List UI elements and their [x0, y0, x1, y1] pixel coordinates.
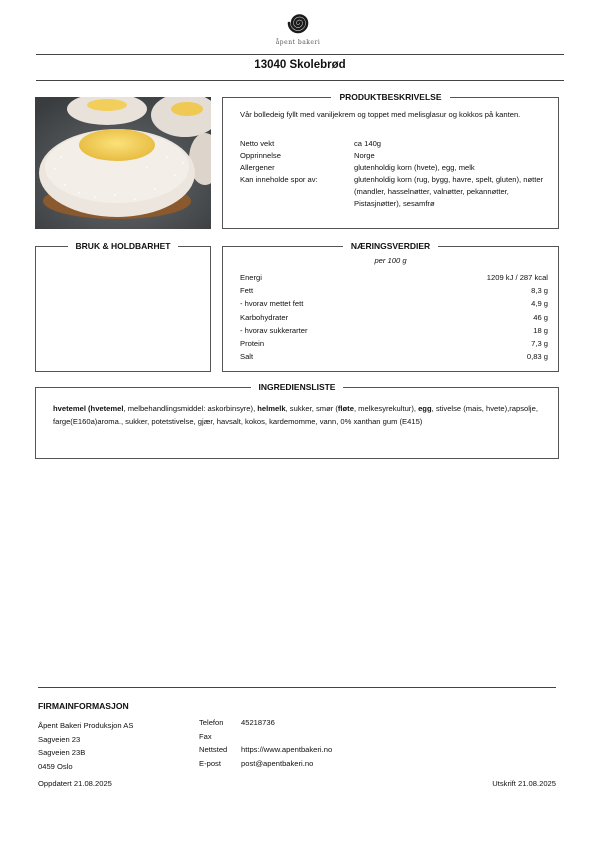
- property-value: glutenholdig korn (hvete), egg, melk: [354, 163, 475, 172]
- nutrient-value: 7,3 g: [531, 339, 548, 349]
- property-row: [240, 138, 555, 150]
- contact-row: [199, 730, 332, 744]
- product-properties-table: [240, 138, 555, 210]
- nutrient-value: 18 g: [533, 325, 548, 335]
- product-description: Vår bolledeig fyllt med vaniljekrem og toppet med melisglasur og kokkos på kanten.: [240, 110, 521, 119]
- nutrient-row: [240, 337, 548, 350]
- nutrient-label: Salt: [240, 352, 254, 362]
- ingredient-text: , melbehandlingsmiddel: askorbinsyre),: [123, 404, 258, 413]
- contact-label: E-post: [199, 758, 221, 768]
- nutrient-row: [240, 350, 548, 363]
- ingredient-text: , stivelse (mais, hvete),rapsolje, farge(E160a)aroma., sukker, potetstivelse, gjær, havsalt, kokos, kardemomme, vann, 0% xanthan gum (E415): [53, 404, 538, 427]
- nutrient-label: Karbohydrater: [240, 312, 289, 322]
- property-label: Allergener: [240, 163, 275, 172]
- property-label: Kan inneholde spor av:: [240, 175, 318, 184]
- company-address-block: [38, 719, 133, 773]
- section-title-ingredients: INGREDIENSLISTE: [251, 382, 344, 392]
- nutrient-label: Fett: [240, 286, 254, 296]
- section-title-usage: BRUK & HOLDBARHET: [68, 241, 179, 251]
- property-row: [240, 162, 555, 174]
- section-title-product: PRODUKTBESKRIVELSE: [331, 92, 449, 102]
- company-contact-table: [199, 716, 332, 770]
- nutrient-value: 4,9 g: [531, 299, 548, 309]
- contact-value: 45218736: [241, 718, 275, 727]
- nutrition-per-unit: per 100 g: [374, 256, 407, 265]
- property-row: [240, 150, 555, 162]
- contact-value[interactable]: post@apentbakeri.no: [241, 758, 314, 768]
- nutrient-value: 46 g: [533, 312, 548, 322]
- contact-label: Telefon: [199, 718, 224, 727]
- nutrient-row: [240, 271, 548, 284]
- nutrient-label: - hvorav sukkerarter: [240, 325, 308, 335]
- printed-date: Utskrift 21.08.2025: [492, 779, 556, 788]
- ingredient-list: [53, 402, 543, 428]
- nutrient-label: Energi: [240, 273, 262, 282]
- contact-value: [241, 730, 332, 744]
- company-address-line: Sagveien 23B: [38, 748, 86, 757]
- ingredient-text: , sukker, smør (: [285, 404, 338, 413]
- ingredients-section: [35, 382, 559, 459]
- nutrient-row: [240, 284, 548, 297]
- allergen-ingredient: hvetemel (hvetemel: [53, 404, 124, 413]
- footer-rule: [38, 687, 556, 688]
- allergen-ingredient: egg: [418, 404, 432, 413]
- company-address-line: 0459 Oslo: [38, 761, 73, 771]
- product-photo: [35, 97, 211, 229]
- property-value: ca 140g: [354, 139, 382, 148]
- header-rule-top: [36, 54, 564, 55]
- nutrition-section: [222, 241, 559, 372]
- nutrient-value: 8,3 g: [531, 286, 548, 296]
- company-name: Åpent Bakeri Produksjon AS: [38, 721, 134, 730]
- spiral-logo-icon: [286, 10, 310, 36]
- property-value: Norge: [354, 151, 375, 160]
- company-logo: [268, 8, 328, 48]
- property-label: Opprinnelse: [240, 151, 281, 160]
- company-section-title: FIRMAINFORMASJON: [38, 701, 129, 711]
- nutrient-label: - hvorav mettet fett: [240, 299, 304, 309]
- contact-row: [199, 743, 332, 757]
- nutrient-row: [240, 297, 548, 310]
- nutrient-row: [240, 311, 548, 324]
- logo-text: åpent bakeri: [275, 39, 321, 46]
- allergen-ingredient: helmelk: [257, 404, 286, 413]
- property-row: [240, 174, 555, 210]
- nutrient-value: 1209 kJ / 287 kcal: [486, 273, 548, 282]
- updated-date: Oppdatert 21.08.2025: [38, 779, 112, 788]
- nutrient-label: Protein: [240, 339, 265, 349]
- company-address-line: Sagveien 23: [38, 734, 81, 744]
- ingredient-text: , melkesyrekultur),: [353, 404, 419, 413]
- header-rule-bottom: [36, 80, 564, 81]
- contact-row: [199, 757, 332, 771]
- property-label: Netto vekt: [240, 139, 275, 148]
- product-description-section: [222, 92, 559, 229]
- contact-label: Nettsted: [199, 745, 228, 754]
- page-title: 13040 Skolebrød: [254, 59, 346, 71]
- contact-value[interactable]: https://www.apentbakeri.no: [241, 745, 333, 754]
- allergen-ingredient: fløte: [337, 404, 354, 413]
- usage-section: [35, 241, 211, 372]
- contact-label: Fax: [199, 731, 212, 741]
- nutrient-row: [240, 324, 548, 337]
- contact-row: [199, 716, 332, 730]
- nutrition-table: [240, 271, 548, 363]
- property-value: glutenholdig korn (rug, bygg, havre, spelt, gluten), nøtter (mandler, hasselnøtter, valnøtter, pekannøtter, Pistasjnøtter), sesamfrø: [354, 175, 544, 208]
- nutrient-value: 0,83 g: [526, 352, 548, 362]
- section-title-nutrition: NÆRINGSVERDIER: [343, 241, 438, 251]
